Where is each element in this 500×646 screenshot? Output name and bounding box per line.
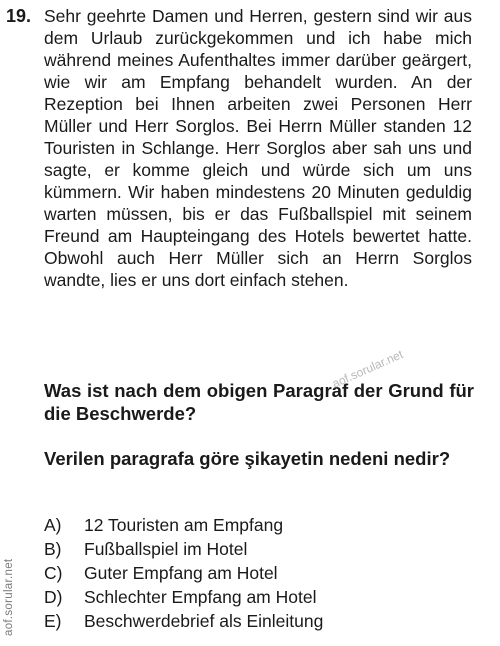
- question-number: 19.: [6, 6, 32, 26]
- answer-option-b[interactable]: [44, 537, 464, 561]
- answer-option-c[interactable]: [44, 561, 464, 585]
- option-text: Fußballspiel im Hotel: [84, 539, 248, 559]
- question-prompt-turkish: Verilen paragrafa göre şikayetin nedeni nedir?: [44, 448, 451, 469]
- option-text: 12 Touristen am Empfang: [84, 515, 284, 535]
- option-letter: C): [44, 563, 63, 583]
- answer-option-e[interactable]: [44, 609, 464, 633]
- option-text: Schlechter Empfang am Hotel: [84, 587, 317, 607]
- answer-option-a[interactable]: [44, 513, 464, 537]
- diagonal-watermark: aof.sorular.net: [330, 347, 406, 391]
- question-prompt-german: Was ist nach dem obigen Paragraf der Grund für die Beschwerde?: [44, 380, 474, 424]
- option-letter: E): [44, 611, 62, 631]
- option-text: Beschwerdebrief als Einleitung: [84, 611, 324, 631]
- option-letter: D): [44, 587, 63, 607]
- side-watermark: aof.sorular.net: [3, 558, 15, 636]
- answer-option-d[interactable]: [44, 585, 464, 609]
- option-letter: A): [44, 515, 62, 535]
- passage-text: Sehr geehrte Damen und Herren, gestern sind wir aus dem Urlaub zurückgekommen und ich habe mich während meines Aufenthaltes immer darüber geärgert, wie wir am Empfang behandelt wurden. An der Rezeption bei Ihnen arbeiten zwei Personen Herr Müller und Herr Sorglos. Bei Herrn Müller standen 12 Touristen in Schlange. Herr Sorglos aber sah uns und sagte, er komme gleich und würde sich um uns kümmern. Wir haben mindestens 20 Minuten geduldig warten müssen, bis er das Fußballspiel mit seinem Freund am Haupteingang des Hotels bewertet hatte. Obwohl auch Herr Müller sich an Herrn Sorglos wandte, lies er uns dort einfach stehen.: [44, 6, 472, 290]
- option-text: Guter Empfang am Hotel: [84, 563, 278, 583]
- option-letter: B): [44, 539, 62, 559]
- answer-options: [44, 513, 464, 633]
